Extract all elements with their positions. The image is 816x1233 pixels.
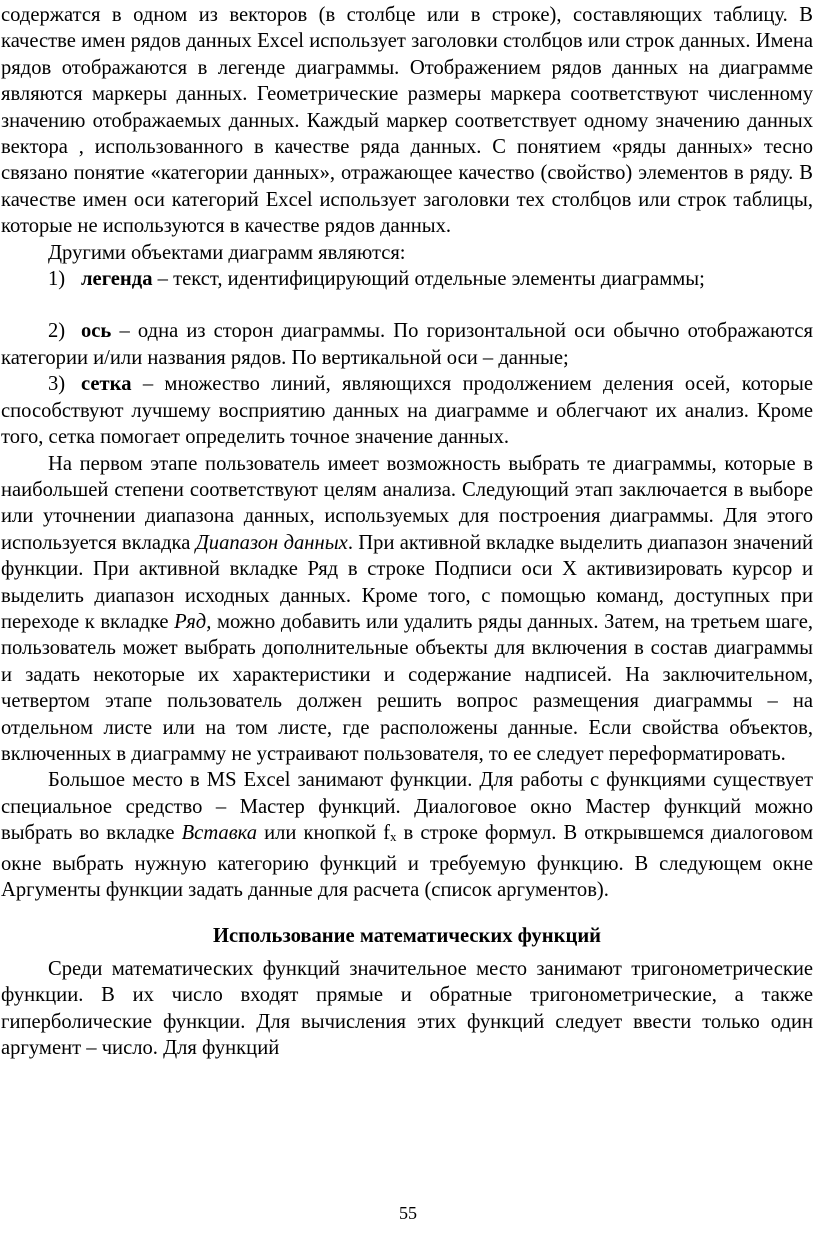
list-item-axis [1, 318, 813, 371]
term-axis: ось [81, 320, 112, 343]
list-text: – множество линий, являющихся продолжением деления осей, которые способствуют лучшему восприятию данных на диаграмме и облегчают их анализ. Кроме того, сетка помогает определить точное значение данных. [1, 373, 813, 449]
text-run: можно добавить или удалить ряды данных. Затем, на третьем шаге, пользователь может выбрать дополнительные объекты для включения в состав диаграммы и задать некоторые их характеристики и содержание надписей. На заключительном, четвертом этапе пользователь должен решить вопрос размещения диаграммы – на отдельном листе или на том листе, где расположены данные. Если свойства объектов, включенных в диаграмму не устраивают пользователя, то ее следует переформатировать. [1, 610, 813, 765]
paragraph-function-wizard [1, 767, 813, 903]
list-number: 3) [48, 373, 66, 396]
text-run: или кнопкой f [257, 822, 391, 845]
list-item-grid [1, 371, 813, 450]
text-run: . При активной вкладке выделить диапазон значений функции. При активной вкладке Ряд в строке Подписи оси Х активизировать курсор и выделить диапазон исходных данных. Кроме того, с помощью команд, доступных при переходе к вкладке [1, 531, 813, 633]
fx-subscript: x [390, 829, 397, 845]
text-run: в строке формул. В открывшемся диалоговом окне выбрать нужную категорию функций и требуемую функцию. В следующем окне Аргументы функции задать данные для расчета (список аргументов). [1, 822, 813, 901]
paragraph-other-objects-intro: Другими объектами диаграмм являются: [48, 241, 406, 264]
italic-term-insert: Вставка [181, 822, 258, 845]
term-grid: сетка [81, 373, 132, 396]
paragraph-trig-functions: Среди математических функций значительное место занимают тригонометрические функции. В их число входят прямые и обратные тригонометрические, а также гиперболические функции. Для вычисления этих функций следует ввести только один аргумент – число. Для функций [1, 957, 813, 1060]
blank-line [1, 292, 813, 318]
list-text: – одна из сторон диаграммы. По горизонтальной оси обычно отображаются категории и/или названия рядов. По вертикальной оси – данные; [1, 320, 813, 369]
list-number: 2) [48, 320, 66, 343]
list-text: – текст, идентифицирующий отдельные элементы диаграммы; [152, 268, 705, 291]
text-run: Большое место в MS Excel занимают функции. Для работы с функциями существует специальное средство – Мастер функций. Диалоговое окно Мастер функций можно выбрать во вкладке [1, 769, 813, 845]
italic-term-series: Ряд, [174, 610, 212, 633]
paragraph-data-series: содержатся в одном из векторов (в столбце или в строке), составляющих таблицу. В качестве имен рядов данных Excel использует заголовки столбцов или строк данных. Имена рядов отображаются в легенде диаграммы. Отображением рядов данных на диаграмме являются маркеры данных. Геометрические размеры маркера соответствуют численному значению отображаемых данных. Каждый маркер соответствует одному значению данных вектора , использованного в качестве ряда данных. С понятием «ряды данных» тесно связано понятие «категории данных», отражающее качество (свойство) элементов в ряду. В качестве имен оси категорий Excel использует заголовки тех столбцов или строк таблицы, которые не используются в качестве рядов данных. [1, 4, 813, 238]
paragraph-chart-wizard-steps [1, 451, 813, 768]
term-legend: легенда [81, 268, 153, 291]
section-heading: Использование математических функций [212, 925, 602, 948]
list-number: 1) [48, 268, 66, 291]
list-item-legend [1, 266, 813, 292]
italic-term-data-range: Диапазон данных [195, 531, 348, 554]
text-run: На первом этапе пользователь имеет возможность выбрать те диаграммы, которые в наибольшей степени соответствуют целям анализа. Следующий этап заключается в выборе или уточнении диапазона данных, используемых для построения диаграммы. Для этого используется вкладка [1, 452, 813, 554]
page-number: 55 [399, 1203, 417, 1223]
